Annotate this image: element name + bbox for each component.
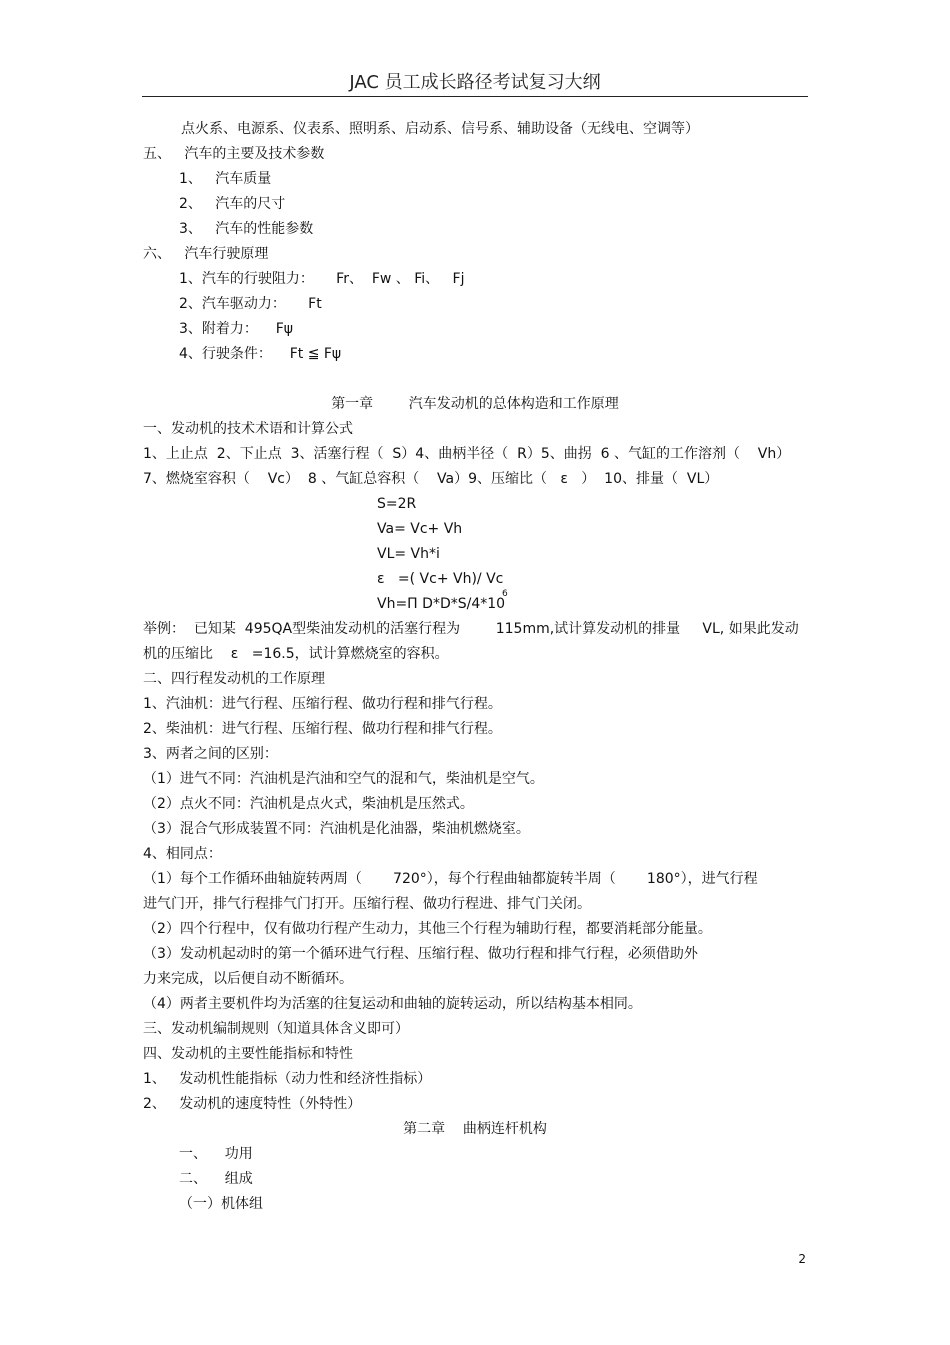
text-line: 第二章 曲柄连杆机构 (403, 1121, 547, 1137)
text-line: 1、汽油机：进气行程、压缩行程、做功行程和排气行程。 (143, 696, 502, 712)
text-line: 三、发动机编制规则（知道具体含义即可） (143, 1021, 409, 1037)
text-line: （2）点火不同：汽油机是点火式，柴油机是压然式。 (143, 796, 474, 812)
text-line: （1）进气不同：汽油机是汽油和空气的混和气，柴油机是空气。 (143, 771, 544, 787)
text-line: 1、上止点 2、下止点 3、活塞行程（ S）4、曲柄半径（ R）5、曲拐 6 、气缸的工作溶剂（ Vh） (143, 446, 791, 462)
text-line: S=2R (377, 496, 417, 512)
text-line: 进气门开，排气行程排气门打开。压缩行程、做功行程进、排气门关闭。 (143, 896, 591, 912)
text-line: 2、 发动机的速度特性（外特性） (143, 1096, 362, 1112)
text-line: 二、四行程发动机的工作原理 (143, 671, 325, 687)
text-line: 力来完成，以后便自动不断循环。 (143, 971, 353, 987)
text-line: 二、 组成 (179, 1171, 253, 1187)
text-line: 2、柴油机：进气行程、压缩行程、做功行程和排气行程。 (143, 721, 502, 737)
text-line: 3、附着力： Fψ (179, 321, 293, 337)
text-line: 4、行驶条件： Ft ≦ Fψ (179, 346, 342, 362)
text-line: VL= Vh*i (377, 546, 440, 562)
text-line: ε =( Vc+ Vh)/ Vc (377, 571, 504, 587)
text-line: 举例： 已知某 495QA型柴油发动机的活塞行程为 115mm,试计算发动机的排量 VL, 如果此发动 (143, 621, 799, 637)
text-line: 第一章 汽车发动机的总体构造和工作原理 (331, 396, 619, 412)
text-line: 四、发动机的主要性能指标和特性 (143, 1046, 353, 1062)
text-line: 2、 汽车的尺寸 (179, 196, 286, 212)
header-rule (142, 96, 808, 97)
text-line: 五、 汽车的主要及技术参数 (143, 146, 325, 162)
text-line: 1、 汽车质量 (179, 171, 272, 187)
text-line: （3）发动机起动时的第一个循环进气行程、压缩行程、做功行程和排气行程，必须借助外 (143, 946, 698, 962)
text-line: 六、 汽车行驶原理 (143, 246, 269, 262)
text-line: 2、汽车驱动力： Ft (179, 296, 322, 312)
text-line: （一）机体组 (179, 1196, 263, 1212)
text-line: （3）混合气形成装置不同：汽油机是化油器，柴油机燃烧室。 (143, 821, 530, 837)
text-line: （4）两者主要机件均为活塞的往复运动和曲轴的旋转运动，所以结构基本相同。 (143, 996, 642, 1012)
text-line: （1）每个工作循环曲轴旋转两周（ 720°），每个行程曲轴都旋转半周（ 180°），进气行程 (143, 871, 758, 887)
text-line: 4、相同点： (143, 846, 222, 862)
text-line: Vh=Π D*D*S/4*10 (377, 596, 506, 612)
text-line: 1、汽车的行驶阻力： Fr、 Fw 、 Fi、 Fj (179, 271, 465, 287)
text-line: 7、燃烧室容积（ Vc） 8 、气缸总容积（ Va）9、压缩比（ ε ） 10、排量（ VL） (143, 471, 719, 487)
text-line: 一、发动机的技术术语和计算公式 (143, 421, 353, 437)
text-line: 1、 发动机性能指标（动力性和经济性指标） (143, 1071, 432, 1087)
text-line: 机的压缩比 ε =16.5，试计算燃烧室的容积。 (143, 646, 449, 662)
text-line: 点火系、电源系、仪表系、照明系、启动系、信号系、辅助设备（无线电、空调等） (181, 121, 699, 137)
page-number: 2 (798, 1252, 806, 1266)
page-header-title: JAC 员工成长路径考试复习大纲 (349, 72, 601, 93)
text-line: Va= Vc+ Vh (377, 521, 463, 537)
text-line: 一、 功用 (179, 1146, 253, 1162)
text-line: （2）四个行程中，仅有做功行程产生动力，其他三个行程为辅助行程，都要消耗部分能量。 (143, 921, 712, 937)
text-line: 3、两者之间的区别： (143, 746, 278, 762)
text-line: 3、 汽车的性能参数 (179, 221, 314, 237)
superscript: 6 (502, 589, 508, 599)
